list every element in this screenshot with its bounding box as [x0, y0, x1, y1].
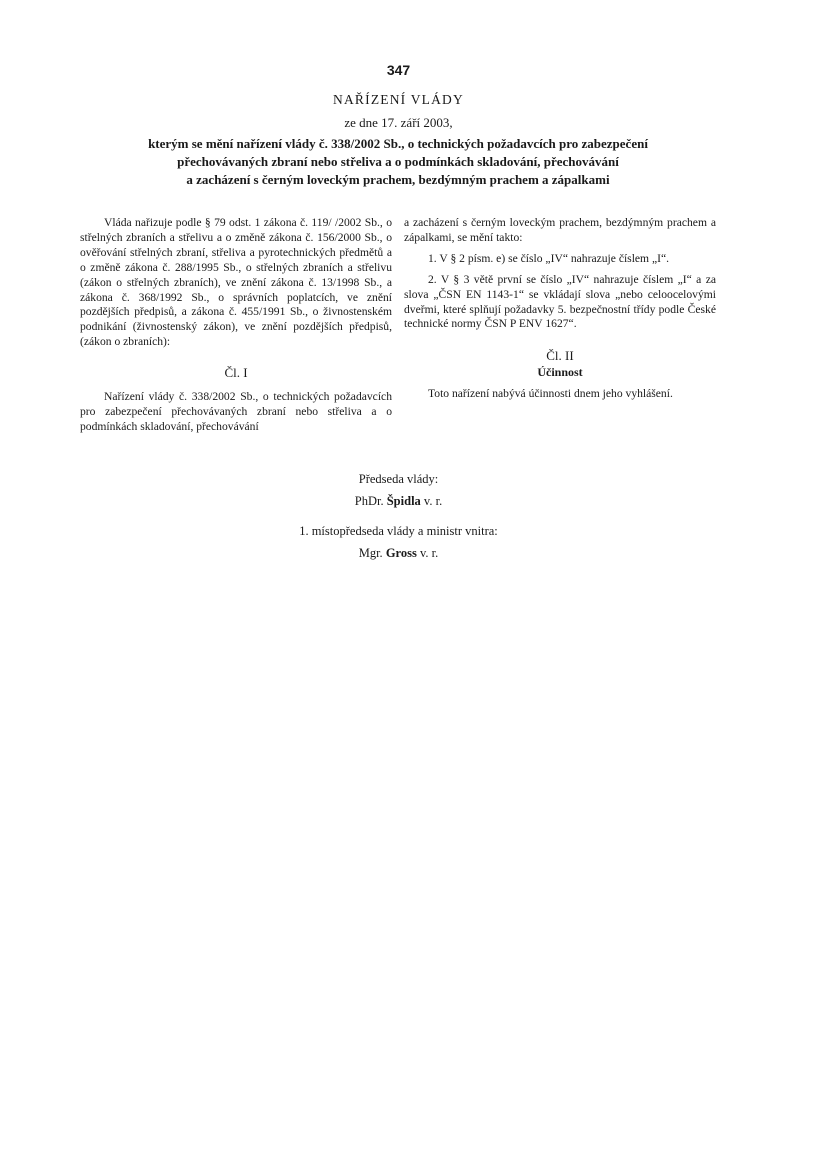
name-surname: Gross [385, 546, 417, 560]
article-2-heading: Čl. II [546, 348, 574, 364]
signatures-block [0, 468, 797, 564]
name-surname: Špidla [386, 494, 421, 508]
subject-line: kterým se mění nařízení vlády č. 338/2002 Sb., o technických požadavcích pro zabezpečení [148, 136, 648, 151]
subject-line: a zacházení s černým loveckým prachem, bezdýmným prachem a zápalkami [186, 172, 610, 187]
signatory-name-2 [0, 542, 797, 564]
continuation-paragraph: a zacházení s černým loveckým prachem, bezdýmným prachem a zápalkami, se mění takto: [404, 216, 716, 244]
left-column [80, 216, 392, 435]
subject-line: přechovávaných zbraní nebo střeliva a o podmínkách skladování, přechovávání [177, 154, 619, 169]
amendment-point-2: 2. V § 3 větě první se číslo „IV“ nahrazuje číslem „I“ a za slova „ČSN EN 1143-1“ se vkládají slova „nebo celoocelovými dveřmi, které splňují požadavky 5. bezpečnostní třídy podle České technické normy ČSN P ENV 1627“. [404, 272, 716, 331]
name-suffix: v. r. [423, 494, 443, 508]
page-number: 347 [386, 62, 411, 78]
article-2-paragraph: Toto nařízení nabývá účinnosti dnem jeho vyhlášení. [428, 387, 673, 401]
name-suffix: v. r. [419, 546, 439, 560]
document-date: ze dne 17. září 2003, [344, 115, 453, 130]
article-1-paragraph: Nařízení vlády č. 338/2002 Sb., o technických požadavcích pro zabezpečení přechovávaných zbraní nebo střeliva a o podmínkách skladování, přechovávání [80, 390, 392, 433]
name-prefix: Mgr. [358, 546, 383, 560]
document-type: NAŘÍZENÍ VLÁDY [333, 92, 464, 107]
document-subject [110, 135, 686, 189]
intro-paragraph: Vláda nařizuje podle § 79 odst. 1 zákona č. 119/ /2002 Sb., o střelných zbraních a střelivu a o změně zákona č. 156/2000 Sb., o ověřování střelných zbraní, střeliva a pyrotechnických předmětů a o změně zákona č. 288/1995 Sb., o střelných zbraních a střelivu (zákon o střelných zbraních), ve znění zákona č. 13/1998 Sb., a zákona č. 368/1992 Sb., o správních poplatcích, ve znění pozdějších předpisů, a zákona č. 455/1991 Sb., o živnostenském podnikání (živnostenský zákon), ve znění pozdějších předpisů, (zákon o zbraních): [80, 216, 392, 349]
signatory-name-1 [0, 490, 797, 512]
article-2-title: Účinnost [537, 365, 583, 380]
right-column [404, 216, 716, 402]
amendment-point-1: 1. V § 2 písm. e) se číslo „IV“ nahrazuje číslem „I“. [428, 251, 670, 265]
signatory-role-1: Předseda vlády: [358, 472, 439, 486]
article-1-heading: Čl. I [224, 365, 248, 381]
signatory-role-2: 1. místopředseda vlády a ministr vnitra: [299, 524, 498, 538]
name-prefix: PhDr. [354, 494, 384, 508]
